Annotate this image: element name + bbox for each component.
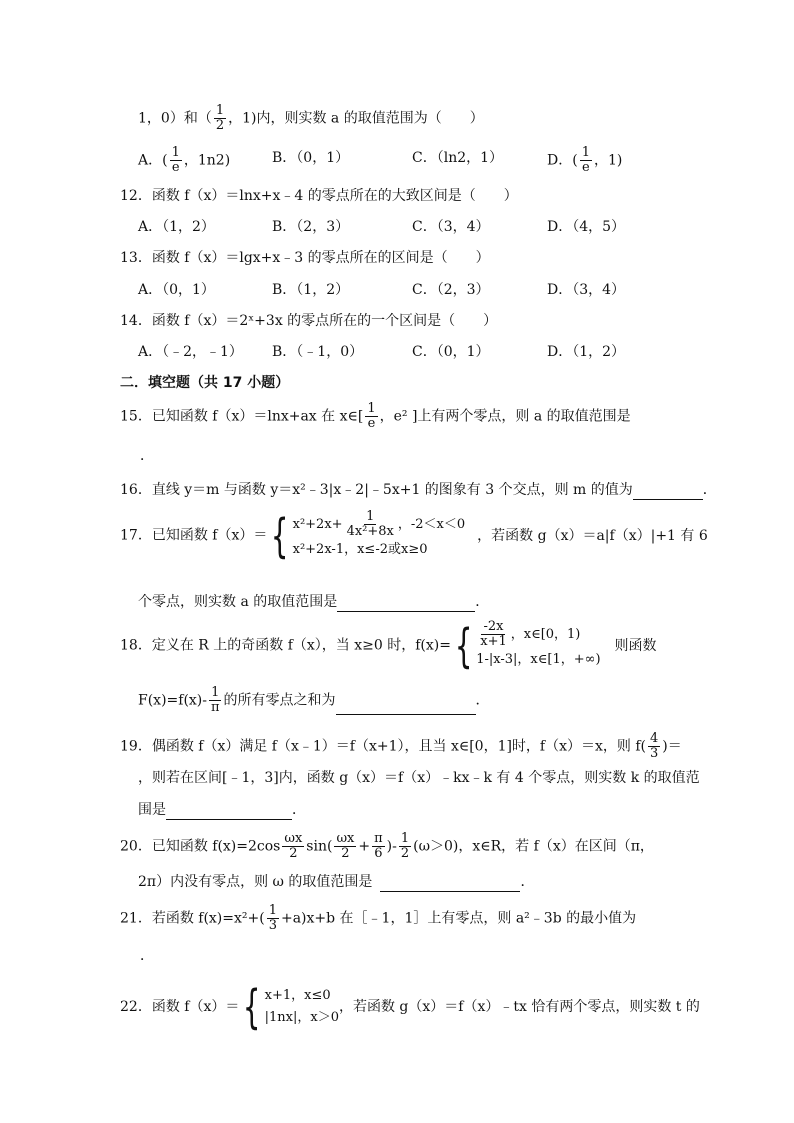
q12-option-d: D．（4，5） bbox=[547, 219, 626, 235]
q12-option-b: B．（2，3） bbox=[272, 219, 350, 235]
case-cond: ，x∈[0，1) bbox=[510, 627, 581, 642]
case-row bbox=[293, 510, 466, 539]
case-row: 1-|x-3|，x∈[1，+∞) bbox=[476, 652, 601, 667]
q16-stem bbox=[120, 480, 717, 500]
q14-option-c: C．（0，1） bbox=[412, 344, 490, 360]
answer-blank[interactable] bbox=[633, 485, 703, 500]
frac-num: 1 bbox=[400, 831, 410, 846]
q20-fraction bbox=[372, 832, 385, 861]
q15-stem bbox=[120, 402, 631, 431]
case-cond: ，-2＜x＜0 bbox=[397, 517, 466, 532]
q17-text-a: 17．已知函数 f（x）＝ bbox=[120, 527, 268, 544]
q18-stem bbox=[120, 620, 657, 671]
frac-num: -2x bbox=[483, 619, 504, 634]
frac-num: 1 bbox=[211, 685, 220, 700]
opt-text: D．( bbox=[547, 152, 578, 169]
q20-text-a: 20．已知函数 f(x)=2cos bbox=[120, 838, 281, 855]
q17-piecewise bbox=[293, 510, 466, 561]
case-row: |1nx|，x＞0 bbox=[264, 1010, 339, 1025]
case-fraction bbox=[478, 620, 509, 649]
q19-text-a: 19．偶函数 f（x）满足 f（x﹣1）＝f（x+1），且当 x∈[0，1]时，f（x）＝x，则 f( bbox=[120, 738, 647, 755]
q20-cont bbox=[138, 872, 534, 892]
case-row: x+1，x≤0 bbox=[264, 988, 331, 1003]
q17-cont bbox=[138, 592, 489, 612]
q19-fraction bbox=[648, 732, 660, 761]
q11-option-b: B．（0，1） bbox=[272, 150, 350, 166]
answer-blank[interactable] bbox=[336, 700, 476, 715]
q11-option-d bbox=[547, 146, 622, 175]
q19-text-b: )＝ bbox=[662, 738, 682, 755]
q12-stem: 12．函数 f（x）＝lnx+x﹣4 的零点所在的大致区间是（ ） bbox=[120, 188, 518, 204]
q18-end: ． bbox=[475, 692, 490, 709]
q19-cont: ，则若在区间[﹣1，3]内，函数 g（x）＝f（x）﹣kx﹣k 有 4 个零点，则实数 k 的取值范 bbox=[138, 770, 700, 786]
answer-blank[interactable] bbox=[337, 597, 475, 612]
q21-end: ． bbox=[140, 948, 154, 964]
frac-num: π bbox=[374, 831, 383, 846]
q14-option-a: A．（﹣2，﹣1） bbox=[138, 344, 243, 360]
q16-end: ． bbox=[702, 482, 717, 498]
frac-num: 1 bbox=[367, 401, 376, 416]
q17-text-c: 个零点，则实数 a 的取值范围是 bbox=[138, 594, 338, 610]
frac-den: e bbox=[171, 160, 180, 175]
q21-text-a: 21．若函数 f(x)=x²+( bbox=[120, 910, 265, 927]
answer-blank[interactable] bbox=[166, 805, 292, 820]
q15-end: ． bbox=[140, 448, 154, 464]
q13-option-d: D．（3，4） bbox=[547, 282, 626, 298]
frac-den: 2 bbox=[341, 846, 350, 861]
q20-text-d: (ω＞0)，x∈R，若 f（x）在区间（π， bbox=[413, 838, 654, 855]
q11-text-b: ，1)内，则实数 a 的取值范围为（ ） bbox=[228, 110, 484, 127]
q15-text-a: 15．已知函数 f（x）＝lnx+ax 在 x∈[ bbox=[120, 408, 364, 425]
q16-text: 16．直线 y＝m 与函数 y＝x²﹣3|x﹣2|﹣5x+1 的图象有 3 个交点，则 m 的值为 bbox=[120, 482, 633, 498]
case-fraction bbox=[345, 510, 396, 539]
q19-cont2 bbox=[138, 800, 306, 820]
q18-text-b: 则函数 bbox=[614, 637, 657, 654]
frac-den: 2 bbox=[289, 846, 298, 861]
q14-option-d: D．（1，2） bbox=[547, 344, 626, 360]
q20-text-c: )- bbox=[386, 838, 397, 855]
frac-num: 1 bbox=[581, 145, 590, 160]
frac-num: 1 bbox=[268, 903, 277, 918]
frac-den: 3 bbox=[650, 746, 659, 761]
q20-stem bbox=[120, 832, 654, 861]
q11-option-c: C．（ln2，1） bbox=[412, 150, 504, 166]
opt-text-end: ，1n2) bbox=[183, 152, 231, 169]
frac-den: 2 bbox=[215, 118, 225, 133]
q22-text-a: 22．函数 f（x）＝ bbox=[120, 999, 240, 1015]
q15-text-b: ，e² ]上有两个零点，则 a 的取值范围是 bbox=[379, 408, 631, 425]
q13-stem: 13．函数 f（x）＝lgx+x﹣3 的零点所在的区间是（ ） bbox=[120, 250, 490, 266]
q12-option-c: C．（3，4） bbox=[412, 219, 490, 235]
case-row bbox=[476, 620, 600, 649]
frac-den: e bbox=[367, 416, 376, 431]
case-row: x²+2x-1，x≤-2或x≥0 bbox=[292, 542, 428, 557]
section-heading: 二．填空题（共 17 小题） bbox=[120, 375, 290, 391]
q11-text-a: 1，0）和（ bbox=[138, 110, 212, 127]
q18-text-a: 18．定义在 R 上的奇函数 f（x），当 x≥0 时，f(x)= bbox=[120, 637, 451, 654]
frac-den: 3 bbox=[268, 918, 277, 933]
frac-num: ωx bbox=[336, 831, 355, 846]
frac-num: 4 bbox=[650, 731, 659, 746]
q19-text-d: 围是 bbox=[138, 802, 166, 818]
q18-text-d: 的所有零点之和为 bbox=[223, 692, 336, 709]
frac-num: ωx bbox=[284, 831, 303, 846]
frac-num: 1 bbox=[171, 145, 180, 160]
q18-fraction bbox=[209, 686, 222, 715]
frac-den: 4x²+8x bbox=[346, 524, 394, 539]
q19-stem bbox=[120, 732, 682, 761]
q15-fraction bbox=[365, 402, 377, 431]
q17-stem bbox=[120, 510, 708, 561]
q14-option-b: B．（﹣1，0） bbox=[272, 344, 364, 360]
q20-text-e: 2π）内没有零点，则 ω 的取值范围是 bbox=[138, 874, 373, 890]
q11-stem bbox=[138, 104, 484, 133]
frac-num: 1 bbox=[366, 509, 375, 524]
q13-option-a: A．（0，1） bbox=[138, 282, 215, 298]
q14-stem: 14．函数 f（x）＝2ˣ+3x 的零点所在的一个区间是（ ） bbox=[120, 313, 498, 329]
case-text: x²+2x+ bbox=[292, 517, 343, 532]
q20-fraction bbox=[334, 832, 356, 861]
q22-stem bbox=[120, 980, 700, 1034]
brace-icon: { bbox=[271, 508, 289, 563]
q11-option-a bbox=[138, 146, 230, 175]
q20-text-b: sin( bbox=[306, 838, 333, 855]
q17-end: ． bbox=[475, 594, 490, 610]
q21-fraction bbox=[267, 904, 279, 933]
frac-num: 1 bbox=[215, 103, 225, 118]
q18-piecewise bbox=[476, 620, 600, 671]
q20-plus: + bbox=[358, 838, 371, 855]
q12-option-a: A．（1，2） bbox=[138, 219, 215, 235]
brace-icon: { bbox=[243, 980, 261, 1034]
frac-den: 6 bbox=[374, 846, 383, 861]
q18-text-c: F(x)=f(x)- bbox=[138, 692, 207, 709]
q20-fraction bbox=[282, 832, 304, 861]
opt-fraction bbox=[580, 146, 592, 175]
q13-option-c: C．（2，3） bbox=[412, 282, 490, 298]
q21-text-b: +a)x+b 在［﹣1，1］上有零点，则 a²﹣3b 的最小值为 bbox=[280, 910, 637, 927]
q19-end: ． bbox=[292, 802, 306, 818]
opt-fraction bbox=[170, 146, 182, 175]
q20-end: ． bbox=[520, 874, 535, 890]
opt-text-end: ，1) bbox=[593, 152, 623, 169]
answer-blank[interactable] bbox=[380, 877, 520, 892]
frac-den: x+1 bbox=[480, 634, 507, 649]
frac-den: 2 bbox=[400, 846, 410, 861]
frac-den: π bbox=[211, 700, 220, 715]
opt-text: A．( bbox=[138, 152, 168, 169]
q18-cont bbox=[138, 686, 490, 715]
q20-fraction bbox=[399, 832, 411, 861]
brace-icon: { bbox=[454, 618, 473, 673]
q22-text-b: ，若函数 g（x）＝f（x）﹣tx 恰有两个零点，则实数 t 的 bbox=[338, 999, 700, 1015]
q13-option-b: B．（1，2） bbox=[272, 282, 350, 298]
frac-den: e bbox=[581, 160, 590, 175]
q17-text-b: ，若函数 g（x）＝a|f（x）|+1 有 6 bbox=[477, 527, 708, 544]
q11-half-fraction bbox=[214, 104, 226, 133]
q22-piecewise bbox=[265, 985, 339, 1029]
q21-stem bbox=[120, 904, 636, 933]
